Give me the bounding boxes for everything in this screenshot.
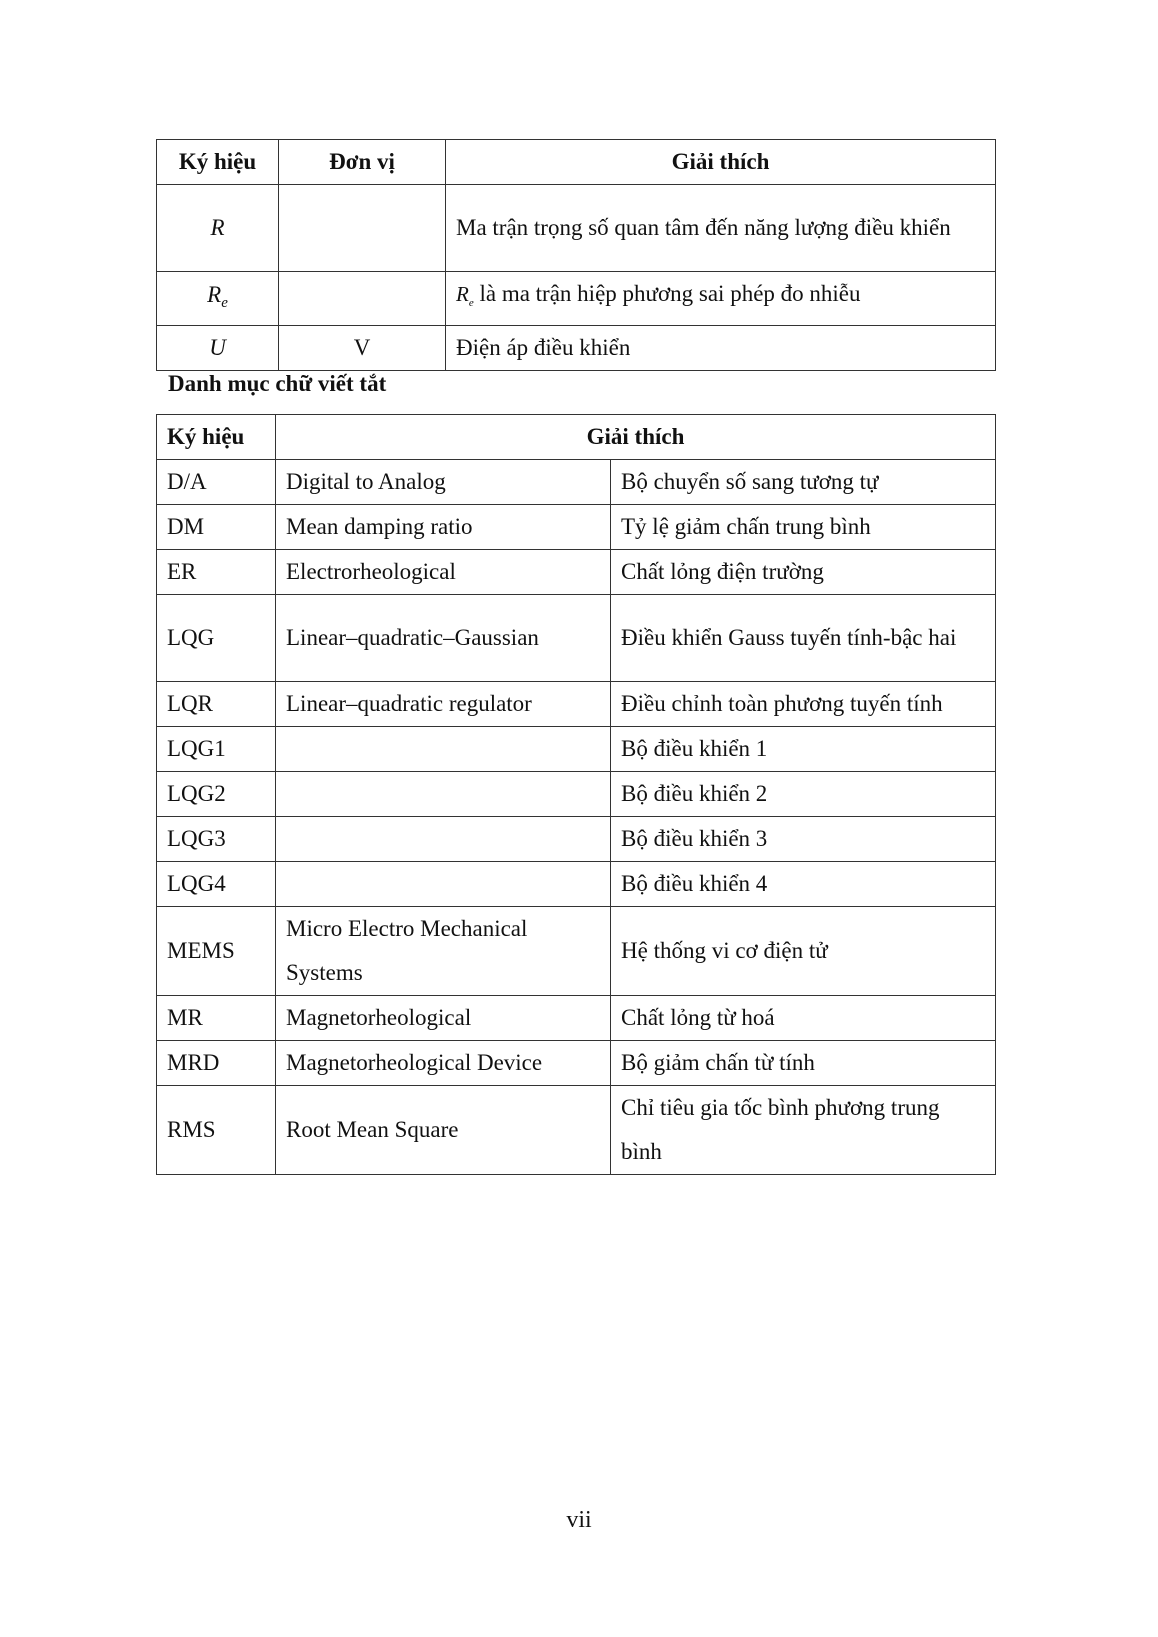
english-cell: Linear–quadratic–Gaussian <box>276 595 611 682</box>
vietnamese-cell: Bộ chuyển số sang tương tự <box>611 460 996 505</box>
table-row <box>157 1041 996 1086</box>
abbr-cell: MR <box>157 996 276 1041</box>
table-row <box>157 817 996 862</box>
table-row <box>157 595 996 682</box>
english-cell: Electrorheological <box>276 550 611 595</box>
vietnamese-cell: Tỷ lệ giảm chấn trung bình <box>611 505 996 550</box>
table-row <box>157 1086 996 1175</box>
english-cell: Micro Electro Mechanical Systems <box>276 907 611 996</box>
vietnamese-cell: Chất lỏng điện trường <box>611 550 996 595</box>
abbr-cell: LQG4 <box>157 862 276 907</box>
symbol-cell <box>157 185 279 272</box>
english-cell: Linear–quadratic regulator <box>276 682 611 727</box>
abbreviations-table <box>156 414 996 1175</box>
description-cell: Ma trận trọng số quan tâm đến năng lượng điều khiển <box>446 185 996 272</box>
header-explanation: Giải thích <box>276 415 996 460</box>
table-row <box>157 460 996 505</box>
vietnamese-cell: Bộ điều khiển 1 <box>611 727 996 772</box>
unit-cell: V <box>279 326 446 371</box>
abbr-cell: DM <box>157 505 276 550</box>
english-cell: Digital to Analog <box>276 460 611 505</box>
inline-subscript: e <box>468 297 474 309</box>
table-row <box>157 272 996 326</box>
abbr-cell: LQG3 <box>157 817 276 862</box>
abbreviations-table-header <box>157 415 996 460</box>
vietnamese-cell: Điều khiển Gauss tuyến tính-bậc hai <box>611 595 996 682</box>
abbr-cell: LQG <box>157 595 276 682</box>
english-cell: Magnetorheological <box>276 996 611 1041</box>
table-row <box>157 862 996 907</box>
symbol: R <box>207 281 222 307</box>
table-row <box>157 682 996 727</box>
vietnamese-cell: Bộ giảm chấn từ tính <box>611 1041 996 1086</box>
vietnamese-cell: Chỉ tiêu gia tốc bình phương trung bình <box>611 1086 996 1175</box>
abbr-cell: D/A <box>157 460 276 505</box>
vietnamese-cell: Chất lỏng từ hoá <box>611 996 996 1041</box>
english-cell <box>276 772 611 817</box>
table-row <box>157 550 996 595</box>
table-row <box>157 907 996 996</box>
vietnamese-cell: Hệ thống vi cơ điện tử <box>611 907 996 996</box>
header-symbol: Ký hiệu <box>157 140 279 185</box>
abbr-cell: MEMS <box>157 907 276 996</box>
english-cell <box>276 817 611 862</box>
unit-cell <box>279 185 446 272</box>
symbol: U <box>209 335 226 360</box>
header-abbreviation: Ký hiệu <box>157 415 276 460</box>
symbol-table <box>156 139 996 371</box>
vietnamese-cell: Bộ điều khiển 4 <box>611 862 996 907</box>
description-text: là ma trận hiệp phương sai phép đo nhiễu <box>473 281 861 306</box>
table-row <box>157 326 996 371</box>
english-cell: Mean damping ratio <box>276 505 611 550</box>
table-row <box>157 185 996 272</box>
english-cell <box>276 862 611 907</box>
table-row <box>157 772 996 817</box>
abbreviations-table-body <box>157 460 996 1175</box>
abbr-cell: LQR <box>157 682 276 727</box>
symbol: R <box>210 215 225 240</box>
abbr-cell: RMS <box>157 1086 276 1175</box>
symbol-table-header <box>157 140 996 185</box>
english-cell: Root Mean Square <box>276 1086 611 1175</box>
page-number: vii <box>566 1507 592 1533</box>
vietnamese-cell: Bộ điều khiển 2 <box>611 772 996 817</box>
abbr-cell: MRD <box>157 1041 276 1086</box>
abbr-cell: ER <box>157 550 276 595</box>
symbol-cell <box>157 272 279 326</box>
table-row <box>157 505 996 550</box>
vietnamese-cell: Bộ điều khiển 3 <box>611 817 996 862</box>
symbol-subscript: e <box>221 294 228 311</box>
abbreviations-heading: Danh mục chữ viết tắt <box>168 371 387 396</box>
description-cell: Điện áp điều khiển <box>446 326 996 371</box>
header-unit: Đơn vị <box>279 140 446 185</box>
description-cell <box>446 272 996 326</box>
unit-cell <box>279 272 446 326</box>
symbol-cell <box>157 326 279 371</box>
english-cell: Magnetorheological Device <box>276 1041 611 1086</box>
header-description: Giải thích <box>446 140 996 185</box>
vietnamese-cell: Điều chỉnh toàn phương tuyến tính <box>611 682 996 727</box>
english-cell <box>276 727 611 772</box>
abbr-cell: LQG1 <box>157 727 276 772</box>
inline-symbol: R <box>456 282 469 306</box>
table-row <box>157 727 996 772</box>
abbr-cell: LQG2 <box>157 772 276 817</box>
table-row <box>157 996 996 1041</box>
